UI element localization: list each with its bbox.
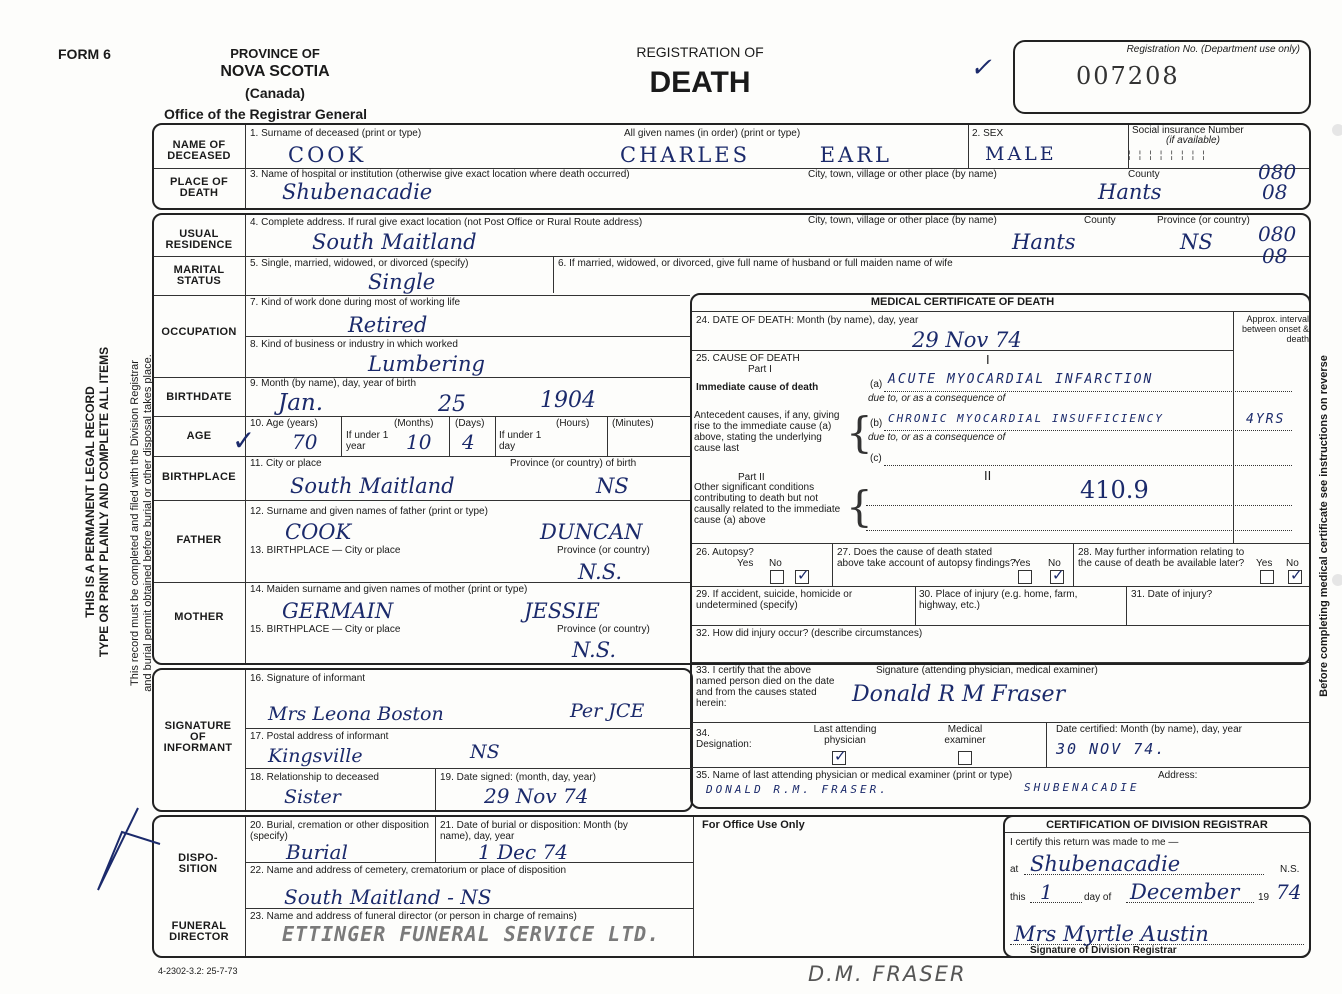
section-birthdate: BIRTHDATE — [166, 391, 232, 403]
value-code-1a: 080 — [1258, 160, 1297, 184]
label-city-residence: City, town, village or other place (by name) — [808, 215, 997, 226]
label-sin-available: (if available) — [1166, 135, 1220, 146]
label-mother-birthplace: 15. BIRTHPLACE — City or place — [250, 624, 401, 635]
province-line3: (Canada) — [245, 85, 305, 101]
form-number: FORM 6 — [58, 46, 111, 62]
value-birth-city: South Maitland — [290, 474, 455, 498]
value-physician-address: SHUBENACADIE — [1024, 781, 1140, 794]
label-age-days: (Days) — [455, 418, 485, 429]
label-province-residence: Province (or country) — [1157, 215, 1250, 226]
age-check-mark-icon: ✓ — [232, 425, 256, 456]
registrar-year-prefix: 19 — [1258, 892, 1270, 903]
section-age: AGE — [186, 430, 212, 442]
label-date-of-death: 24. DATE OF DEATH: Month (by name), day, year — [696, 315, 919, 326]
label-age-minutes: (Minutes) — [612, 418, 654, 429]
label-burial-date: 21. Date of burial or disposition: Month (by name), day, year — [440, 820, 628, 842]
label-date-certified: Date certified: Month (by name), day, year — [1056, 724, 1243, 735]
cause-b-prefix: (b) — [870, 418, 883, 429]
f27-no-checkbox[interactable]: ✓ — [1052, 567, 1065, 584]
value-physician-name: DONALD R.M. FRASER. — [706, 783, 889, 796]
label-further-info: 28. May further information relating to the cause of death be available later? — [1078, 547, 1245, 569]
label-birth-date: 9. Month (by name), day, year of birth — [250, 378, 417, 389]
label-designation: 34. Designation: — [696, 728, 752, 750]
binder-holes-icon — [1320, 0, 1342, 994]
label-f28-yes: Yes — [1256, 558, 1273, 569]
registration-number: 007208 — [1076, 62, 1180, 90]
value-age-days: 4 — [462, 430, 475, 454]
value-informant-address: Kingsville — [268, 745, 363, 767]
value-county-of-death: Hants — [1098, 180, 1162, 204]
value-date-of-death: 29 Nov 74 — [912, 328, 1022, 352]
label-under-1-day: If under 1 day — [499, 430, 542, 452]
section-usual-residence: USUAL RESIDENCE — [165, 228, 233, 251]
registrar-this: this — [1010, 892, 1026, 903]
label-mother-name: 14. Maiden surname and given names of mother (print or type) — [250, 584, 528, 595]
label-disposition: 20. Burial, cremation or other disposition (specify) — [250, 820, 429, 842]
label-age-months: (Months) — [394, 418, 434, 429]
value-marital-status: Single — [368, 270, 436, 294]
section-signature-of-informant: SIGNATURE OF INFORMANT — [163, 720, 233, 754]
medical-examiner-checkbox[interactable] — [958, 751, 972, 765]
value-mother-surname: GERMAIN — [282, 599, 394, 623]
label-kind-of-work: 7. Kind of work done during most of working life — [250, 297, 461, 308]
label-physician-signature: Signature (attending physician, medical examiner) — [876, 665, 1098, 676]
value-cemetery: South Maitland - NS — [284, 885, 492, 909]
province-line1: PROVINCE OF — [230, 46, 320, 61]
office-use-label: For Office Use Only — [702, 819, 805, 831]
value-part2-code: 410.9 — [1080, 476, 1149, 504]
value-code-2b: 08 — [1262, 244, 1288, 268]
label-cause-of-death: 25. CAUSE OF DEATH — [696, 353, 800, 364]
value-birth-province: NS — [596, 474, 629, 498]
label-birth-province: Province (or country) of birth — [510, 458, 637, 469]
label-father-birthplace: 13. BIRTHPLACE — City or place — [250, 545, 401, 556]
label-mother-province: Province (or country) — [557, 624, 650, 635]
brace-1: { — [846, 408, 873, 457]
cause-c-prefix: (c) — [870, 453, 882, 464]
value-informant-per: Per JCE — [570, 700, 645, 722]
label-city-death: City, town, village or other place (by name) — [808, 169, 997, 180]
section-disposition: DISPO- SITION — [178, 852, 218, 875]
death-title: DEATH — [649, 66, 751, 99]
value-cause-b: CHRONIC MYOCARDIAL INSUFFICIENCY — [888, 412, 1164, 425]
value-burial-date: 1 Dec 74 — [478, 840, 568, 864]
label-informant-signature: 16. Signature of informant — [250, 673, 366, 684]
label-autopsy: 26. Autopsy? — [696, 547, 754, 558]
form-code: 4-2302-3.2: 25-7-73 — [158, 966, 238, 976]
value-date-signed: 29 Nov 74 — [484, 784, 589, 808]
label-physician-name: 35. Name of last attending physician or medical examiner (print or type) — [696, 770, 1013, 781]
registrar-at: at — [1010, 864, 1019, 875]
label-antecedent: Antecedent causes, if any, giving rise to the immediate cause (a) above, stating the underlying cause last — [694, 410, 840, 454]
side-note-left-2: This record must be completed and filed with the Division Registrar and burial permit obtained before burial or other disposal takes place. — [129, 354, 154, 692]
value-place-of-death: Shubenacadie — [282, 180, 433, 204]
section-occupation: OCCUPATION — [161, 326, 237, 338]
label-address: 4. Complete address. If rural give exact location (not Post Office or Rural Route address) — [250, 217, 643, 228]
value-code-2a: 080 — [1258, 222, 1297, 246]
label-cemetery: 22. Name and address of cemetery, crematorium or place of disposition — [250, 865, 567, 876]
value-occupation: Retired — [348, 313, 428, 337]
value-birth-month: Jan. — [278, 390, 324, 416]
section-father: FATHER — [176, 534, 222, 546]
value-residence-province: NS — [1180, 230, 1213, 254]
value-father-surname: COOK — [285, 520, 352, 544]
value-interval-b: 4YRS — [1246, 412, 1286, 427]
registrar-signature-label: Signature of Division Registrar — [1030, 945, 1177, 956]
registration-of: REGISTRATION OF — [636, 44, 764, 60]
registrar-cert-line: I certify this return was made to me — — [1010, 837, 1179, 848]
label-physician-address: Address: — [1158, 770, 1198, 781]
label-date-of-injury: 31. Date of injury? — [1131, 589, 1213, 600]
value-registrar-signature: Mrs Myrtle Austin — [1014, 922, 1209, 946]
value-informant-signature: Mrs Leona Boston — [268, 703, 444, 725]
province-line2: NOVA SCOTIA — [220, 63, 330, 80]
label-medical-examiner: Medical examiner — [944, 724, 986, 746]
side-note-right: Before completing medical certificate see instructions on reverse — [1318, 355, 1330, 697]
value-surname: COOK — [288, 143, 367, 167]
value-code-1b: 08 — [1262, 180, 1288, 204]
value-relationship: Sister — [284, 786, 341, 808]
label-father-province: Province (or country) — [557, 545, 650, 556]
value-age-years: 70 — [292, 430, 318, 454]
sin-digit-boxes: ¦¦¦¦¦¦¦¦ — [1128, 150, 1213, 161]
label-father-name: 12. Surname and given names of father (print or type) — [250, 506, 488, 517]
registrar-ns: N.S. — [1280, 864, 1300, 875]
label-interval: Approx. interval between onset & death — [1241, 314, 1309, 344]
value-birth-day: 25 — [438, 392, 466, 417]
label-how-injury: 32. How did injury occur? (describe circumstances) — [696, 628, 923, 639]
label-date-signed: 19. Date signed: (month, day, year) — [440, 772, 597, 783]
section-place-of-death: PLACE OF DEATH — [169, 176, 228, 199]
label-birth-city: 11. City or place — [250, 458, 322, 469]
label-county-death: County — [1128, 169, 1160, 180]
value-mother-given: JESSIE — [524, 599, 600, 623]
label-relationship: 18. Relationship to deceased — [250, 772, 379, 783]
value-registrar-month: December — [1130, 880, 1240, 904]
label-hospital: 3. Name of hospital or institution (otherwise give exact location where death occurred) — [250, 169, 630, 180]
label-county-residence: County — [1084, 215, 1116, 226]
section-mother: MOTHER — [174, 611, 224, 623]
value-father-province: N.S. — [578, 560, 623, 584]
value-bottom-signature: D.M. FRASER — [808, 962, 967, 986]
label-surname: 1. Surname of deceased (print or type) — [250, 128, 422, 139]
value-business: Lumbering — [368, 352, 485, 376]
value-given-names: CHARLES EARL — [620, 143, 892, 167]
label-accident: 29. If accident, suicide, homicide or undetermined (specify) — [696, 589, 853, 611]
label-marital: 5. Single, married, widowed, or divorced (specify) — [250, 258, 469, 269]
last-attending-checkbox[interactable]: ✓ — [834, 748, 847, 765]
label-spouse: 6. If married, widowed, or divorced, give full name of husband or full maiden name of wife — [558, 258, 953, 269]
label-sin: Social insurance Number — [1132, 125, 1244, 136]
value-residence: South Maitland — [312, 230, 477, 254]
roman-one: I — [986, 352, 990, 367]
value-informant-province: NS — [470, 741, 500, 763]
cause-a-prefix: (a) — [870, 379, 883, 390]
label-autopsy-findings: 27. Does the cause of death stated above take account of autopsy findings? — [837, 547, 1016, 569]
registrar-day-of: day of — [1084, 892, 1112, 903]
value-age-months: 10 — [406, 430, 432, 454]
section-marital-status: MARITAL STATUS — [173, 264, 225, 287]
label-immediate-cause: Immediate cause of death — [696, 382, 819, 393]
value-father-given: DUNCAN — [540, 520, 643, 544]
label-age-years: 10. Age (years) — [250, 418, 318, 429]
label-f27-yes: Yes — [1014, 558, 1031, 569]
value-funeral-stamp: ETTINGER FUNERAL SERVICE LTD. — [282, 922, 661, 946]
label-place-of-injury: 30. Place of injury (e.g. home, farm, highway, etc.) — [919, 589, 1078, 611]
label-last-attending: Last attending physician — [813, 724, 877, 746]
label-age-hours: (Hours) — [556, 418, 590, 429]
label-other-conditions: Other significant conditions contributing to death but not causally related to the immediate cause (a) above — [694, 482, 841, 526]
label-sex: 2. SEX — [972, 128, 1004, 139]
value-registrar-day: 1 — [1040, 880, 1053, 904]
autopsy-yes-checkbox[interactable] — [770, 570, 784, 584]
brace-2: { — [846, 482, 873, 531]
value-registrar-at: Shubenacadie — [1030, 852, 1181, 876]
side-note-left-1: THIS IS A PERMANENT LEGAL RECORD TYPE OR PRINT PLAINLY AND COMPLETE ALL ITEMS — [83, 346, 111, 658]
medical-certificate-title: MEDICAL CERTIFICATE OF DEATH — [870, 296, 1055, 308]
label-autopsy-no: No — [769, 558, 782, 569]
label-certify: 33. I certify that the above named person died on the date and from the causes stated herein: — [696, 665, 835, 709]
label-informant-address: 17. Postal address of informant — [250, 731, 389, 742]
f28-yes-checkbox[interactable] — [1260, 570, 1274, 584]
pen-mark-icon — [90, 800, 170, 900]
label-part-2: Part II — [738, 472, 765, 483]
label-due-to-1: due to, or as a consequence of — [868, 393, 1006, 404]
value-cause-a: ACUTE MYOCARDIAL INFARCTION — [888, 372, 1154, 387]
autopsy-no-checkbox[interactable]: ✓ — [797, 567, 810, 584]
section-name-of-deceased: NAME OF DECEASED — [167, 139, 231, 162]
label-under-1-year: If under 1 year — [346, 430, 389, 452]
label-given-names: All given names (in order) (print or type) — [624, 128, 801, 139]
value-mother-province: N.S. — [572, 638, 617, 662]
section-birthplace: BIRTHPLACE — [162, 471, 236, 483]
office-title: Office of the Registrar General — [164, 106, 368, 122]
value-residence-county: Hants — [1012, 230, 1076, 254]
value-date-certified: 30 NOV 74. — [1056, 740, 1167, 758]
registration-number-label: Registration No. (Department use only) — [1126, 44, 1300, 55]
label-f27-no: No — [1048, 558, 1061, 569]
label-f28-no: No — [1286, 558, 1299, 569]
label-business: 8. Kind of business or industry in which worked — [250, 339, 458, 350]
label-due-to-2: due to, or as a consequence of — [868, 432, 1006, 443]
f27-yes-checkbox[interactable] — [1018, 570, 1032, 584]
label-autopsy-yes: Yes — [737, 558, 754, 569]
registrar-cert-title: CERTIFICATION OF DIVISION REGISTRAR — [1046, 819, 1268, 831]
value-registrar-year: 74 — [1276, 880, 1302, 904]
label-funeral-director: 23. Name and address of funeral director (or person in charge of remains) — [250, 911, 577, 922]
label-part-1: Part I — [748, 364, 772, 375]
value-sex: MALE — [985, 143, 1057, 165]
check-mark-icon: ✓ — [970, 52, 992, 82]
roman-two: II — [984, 468, 992, 483]
value-birth-year: 1904 — [540, 388, 596, 413]
value-physician-signature: Donald R M Fraser — [852, 682, 1066, 707]
f28-no-checkbox[interactable]: ✓ — [1290, 567, 1303, 584]
value-disposition: Burial — [286, 840, 348, 864]
section-funeral-director: FUNERAL DIRECTOR — [169, 920, 229, 943]
